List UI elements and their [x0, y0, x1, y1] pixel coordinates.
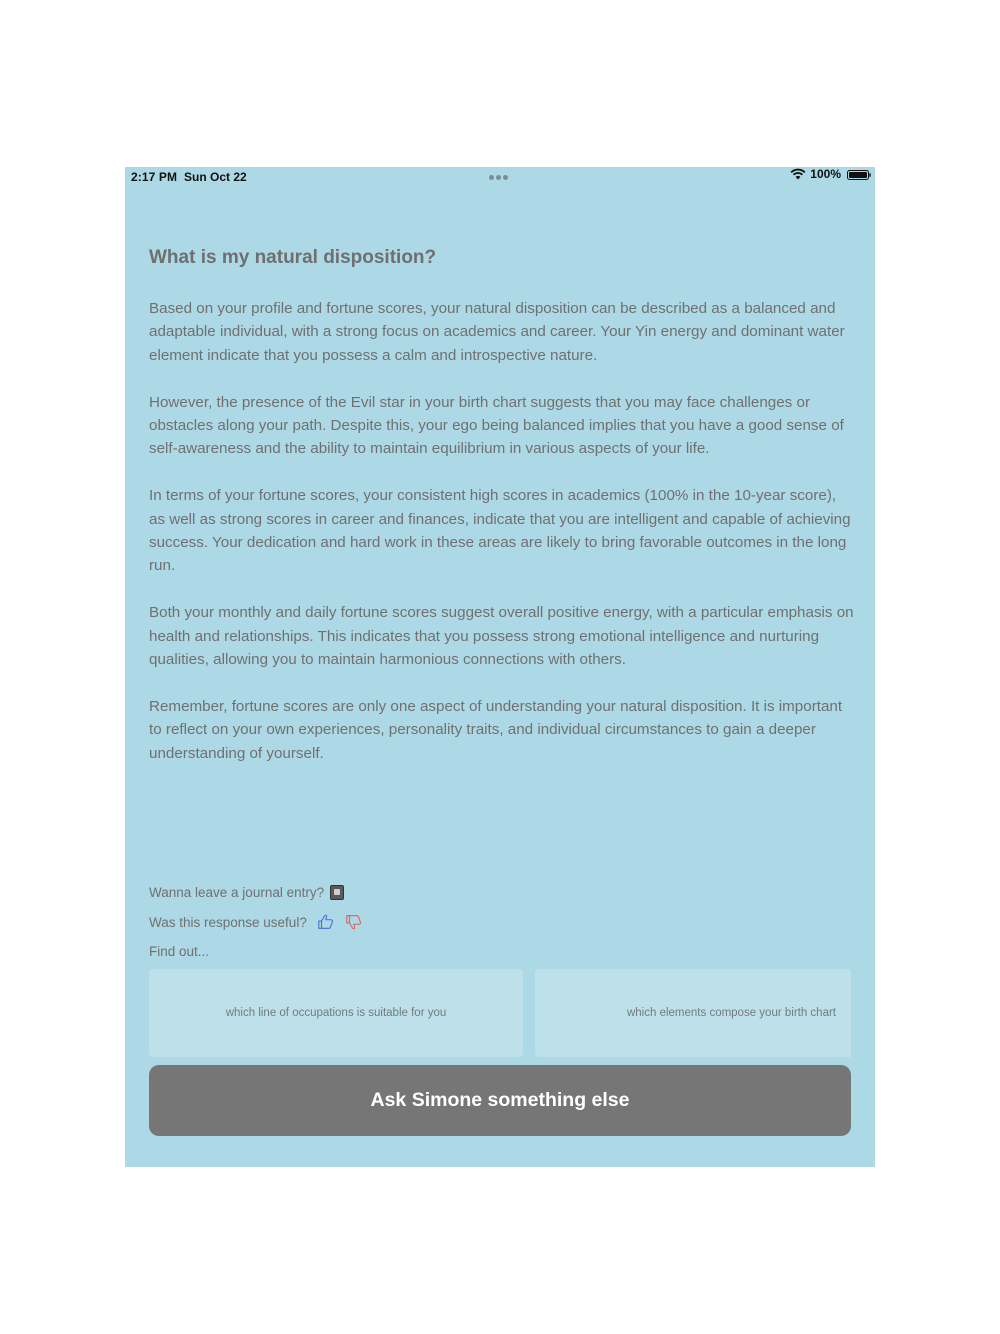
thumbs-up-icon[interactable] [317, 913, 335, 931]
feedback-row [149, 913, 363, 931]
answer-paragraph: Remember, fortune scores are only one aspect of understanding your natural disposition. It is important to reflect on your own experiences, personality traits, and individual circumstances to gain a deeper understanding of yourself. [149, 697, 843, 762]
journal-entry-link[interactable] [149, 885, 344, 900]
suggestion-label: which line of occupations is suitable for you [225, 1007, 447, 1019]
journal-icon[interactable] [330, 885, 344, 900]
more-dots-icon[interactable] [489, 175, 511, 181]
wifi-icon [790, 168, 806, 180]
app-screen [125, 167, 875, 1167]
answer-text [149, 297, 854, 788]
find-out-label: Find out... [149, 944, 210, 959]
answer-paragraph: In terms of your fortune scores, your consistent high scores in academics (100% in the 10-year score), as well as strong scores in career and finances, indicate that you are intelligent and capable of achieving success. Your dedication and hard work in these areas are likely to bring favorable outcomes in the long run. [149, 487, 851, 575]
status-date: Sun Oct 22 [184, 170, 247, 184]
battery-percentage: 100% [810, 167, 841, 181]
feedback-prompt-label: Was this response useful? [149, 914, 307, 930]
suggestion-label: which elements compose your birth chart [626, 1007, 836, 1019]
ask-simone-button[interactable] [149, 1065, 851, 1136]
journal-prompt-label: Wanna leave a journal entry? [149, 885, 325, 900]
suggestion-card-elements[interactable] [535, 969, 851, 1057]
answer-paragraph: Based on your profile and fortune scores, your natural disposition can be described as a balanced and adaptable individual, with a strong focus on academics and career. Your Yin energy and dominant water element indicate that you possess a calm and introspective nature. [149, 300, 845, 364]
thumbs-down-icon[interactable] [345, 913, 363, 931]
answer-paragraph: However, the presence of the Evil star in your birth chart suggests that you may face challenges or obstacles along your path. Despite this, your ego being balanced implies that you have a good sense of self-awareness and the ability to maintain equilibrium in various aspects of your life. [149, 393, 844, 458]
question-title: What is my natural disposition? [149, 247, 437, 268]
status-time: 2:17 PM [131, 170, 178, 184]
battery-icon [847, 170, 871, 180]
answer-paragraph: Both your monthly and daily fortune scores suggest overall positive energy, with a particular emphasis on health and relationships. This indicates that you possess strong emotional intelligence and nurturing qualities, allowing you to maintain harmonious connections with others. [149, 604, 854, 669]
suggestion-card-occupations[interactable] [149, 969, 523, 1057]
status-bar [125, 167, 875, 189]
ask-button-label: Ask Simone something else [370, 1089, 630, 1111]
